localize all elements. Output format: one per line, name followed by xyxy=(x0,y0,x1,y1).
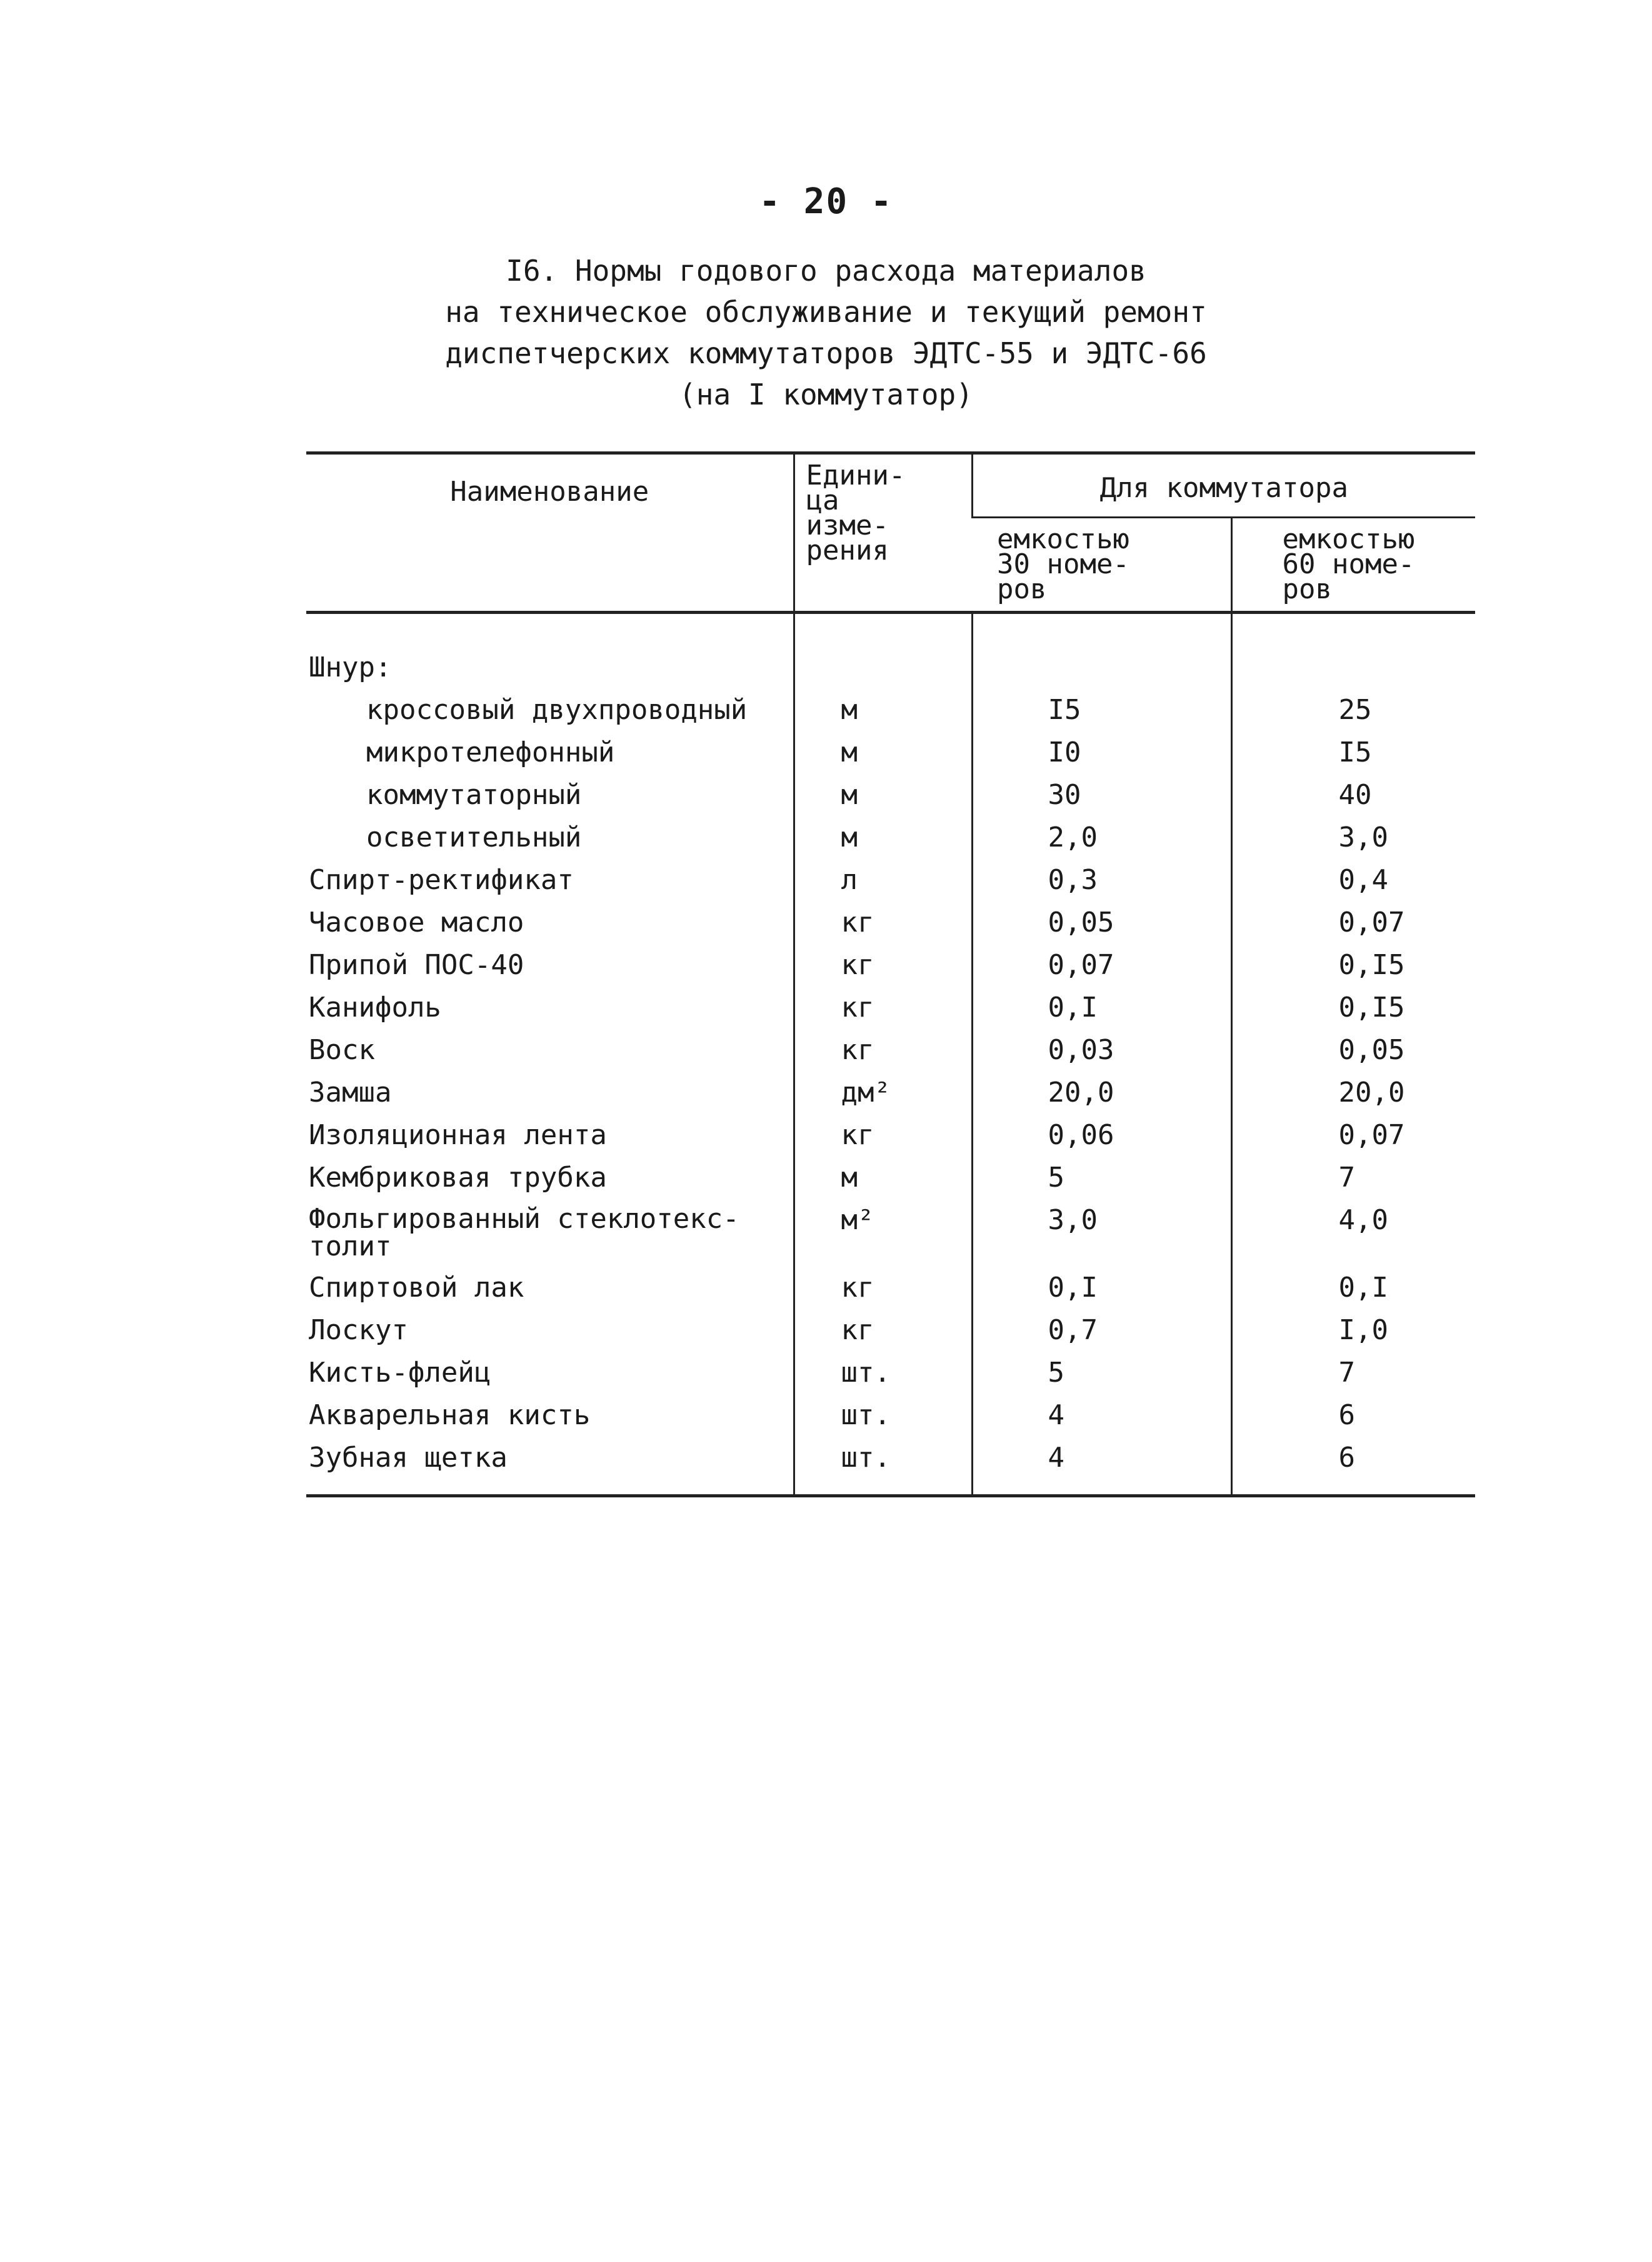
table-row xyxy=(306,1309,1475,1352)
cell-value-60: 0,4 xyxy=(1231,859,1475,902)
table-row xyxy=(306,1437,1475,1496)
cell-value-30: 5 xyxy=(972,1157,1231,1199)
cell-unit xyxy=(794,613,972,690)
header-unit: Едини- ца изме- рения xyxy=(794,453,972,613)
header-capacity-30: емкостью 30 номе- ров xyxy=(972,518,1231,613)
cell-name: Спиртовой лак xyxy=(309,1272,524,1304)
cell-value-60: 20,0 xyxy=(1231,1072,1475,1114)
table-row xyxy=(306,1157,1475,1199)
cell-value-30: 0,3 xyxy=(972,859,1231,902)
cell-value-30: I5 xyxy=(972,689,1231,731)
cell-unit: кг xyxy=(794,987,972,1029)
table-row xyxy=(306,944,1475,987)
cell-value-30: 30 xyxy=(972,774,1231,817)
cell-name: коммутаторный xyxy=(366,779,582,811)
cell-value-60: 0,I xyxy=(1231,1267,1475,1309)
cell-name: Воск xyxy=(309,1034,375,1066)
cell-value-30: 4 xyxy=(972,1437,1231,1496)
cell-unit: кг xyxy=(794,902,972,944)
cell-value-30: 0,05 xyxy=(972,902,1231,944)
caption-line-2: на техническое обслуживание и текущий ремонт xyxy=(445,295,1207,329)
table-row xyxy=(306,987,1475,1029)
header-name: Наименование xyxy=(306,453,794,613)
table-caption xyxy=(0,250,1652,415)
cell-name: Замша xyxy=(309,1077,392,1108)
caption-line-3: диспетчерских коммутаторов ЭДТС-55 и ЭДТС-66 xyxy=(445,336,1207,370)
caption-line-4: (на I коммутатор) xyxy=(679,378,973,411)
cell-unit: шт. xyxy=(794,1394,972,1437)
cell-value-60: 7 xyxy=(1231,1157,1475,1199)
cell-unit: кг xyxy=(794,1114,972,1157)
cell-value-30: 0,06 xyxy=(972,1114,1231,1157)
cell-name: Фольгированный стеклотекс-толит xyxy=(309,1203,739,1262)
cell-value-30: I0 xyxy=(972,731,1231,774)
table-row xyxy=(306,613,1475,690)
cell-value-60: 0,07 xyxy=(1231,1114,1475,1157)
cell-name: Акварельная кисть xyxy=(309,1399,591,1431)
cell-name: Кембриковая трубка xyxy=(309,1162,607,1194)
cell-unit: л xyxy=(794,859,972,902)
cell-unit: м xyxy=(794,817,972,859)
table-row xyxy=(306,1352,1475,1394)
cell-unit: м xyxy=(794,689,972,731)
cell-unit: шт. xyxy=(794,1437,972,1496)
cell-value-60: 40 xyxy=(1231,774,1475,817)
table-row xyxy=(306,902,1475,944)
table-row xyxy=(306,817,1475,859)
table-row xyxy=(306,1029,1475,1072)
table-row xyxy=(306,689,1475,731)
cell-name: кроссовый двухпроводный xyxy=(366,694,748,726)
cell-value-30: 20,0 xyxy=(972,1072,1231,1114)
cell-value-30: 0,I xyxy=(972,987,1231,1029)
table-row xyxy=(306,774,1475,817)
cell-value-60: 4,0 xyxy=(1231,1199,1475,1267)
cell-value-30: 5 xyxy=(972,1352,1231,1394)
cell-unit: м xyxy=(794,1157,972,1199)
cell-value-60 xyxy=(1231,613,1475,690)
cell-value-60: I5 xyxy=(1231,731,1475,774)
cell-value-30: 4 xyxy=(972,1394,1231,1437)
cell-value-60: 0,07 xyxy=(1231,902,1475,944)
cell-name: Часовое масло xyxy=(309,907,524,938)
cell-value-60: 7 xyxy=(1231,1352,1475,1394)
table-row xyxy=(306,859,1475,902)
cell-value-30: 0,07 xyxy=(972,944,1231,987)
cell-unit: кг xyxy=(794,1267,972,1309)
cell-value-60: I,0 xyxy=(1231,1309,1475,1352)
header-capacity-60: емкостью 60 номе- ров xyxy=(1231,518,1475,613)
cell-unit: м xyxy=(794,731,972,774)
cell-name: Шнур: xyxy=(309,651,392,683)
cell-value-60: 0,I5 xyxy=(1231,987,1475,1029)
cell-name: Зубная щетка xyxy=(306,1437,794,1496)
cell-name: осветительный xyxy=(366,822,582,853)
table-row xyxy=(306,1267,1475,1309)
cell-value-30: 3,0 xyxy=(972,1199,1231,1267)
page-number: - 20 - xyxy=(759,181,893,222)
norms-table xyxy=(306,451,1475,1497)
cell-name: Лоскут xyxy=(309,1314,408,1346)
table-row xyxy=(306,731,1475,774)
cell-value-60: 6 xyxy=(1231,1437,1475,1496)
cell-value-30: 2,0 xyxy=(972,817,1231,859)
cell-unit: дм² xyxy=(794,1072,972,1114)
cell-value-30 xyxy=(972,613,1231,690)
cell-name: Кисть-флейц xyxy=(309,1357,491,1389)
cell-value-30: 0,7 xyxy=(972,1309,1231,1352)
cell-name: Изоляционная лента xyxy=(309,1119,607,1151)
cell-name: Канифоль xyxy=(309,992,441,1023)
cell-value-60: 3,0 xyxy=(1231,817,1475,859)
table-row xyxy=(306,1394,1475,1437)
cell-value-60: 25 xyxy=(1231,689,1475,731)
header-for-switchboard: Для коммутатора xyxy=(972,453,1475,518)
table-row xyxy=(306,1199,1475,1267)
caption-line-1: I6. Нормы годового расхода материалов xyxy=(506,254,1146,288)
cell-value-30: 0,I xyxy=(972,1267,1231,1309)
cell-unit: кг xyxy=(794,1309,972,1352)
cell-name: Припой ПОС-40 xyxy=(309,949,524,981)
cell-unit: кг xyxy=(794,1029,972,1072)
cell-name: Спирт-ректификат xyxy=(309,864,574,896)
table-body xyxy=(306,613,1475,1496)
table-row xyxy=(306,1072,1475,1114)
cell-unit: кг xyxy=(794,944,972,987)
cell-unit: м² xyxy=(794,1199,972,1267)
cell-unit: м xyxy=(794,774,972,817)
cell-value-60: 0,05 xyxy=(1231,1029,1475,1072)
cell-value-60: 0,I5 xyxy=(1231,944,1475,987)
cell-name: микротелефонный xyxy=(366,736,615,768)
cell-value-30: 0,03 xyxy=(972,1029,1231,1072)
cell-value-60: 6 xyxy=(1231,1394,1475,1437)
cell-unit: шт. xyxy=(794,1352,972,1394)
table-row xyxy=(306,1114,1475,1157)
